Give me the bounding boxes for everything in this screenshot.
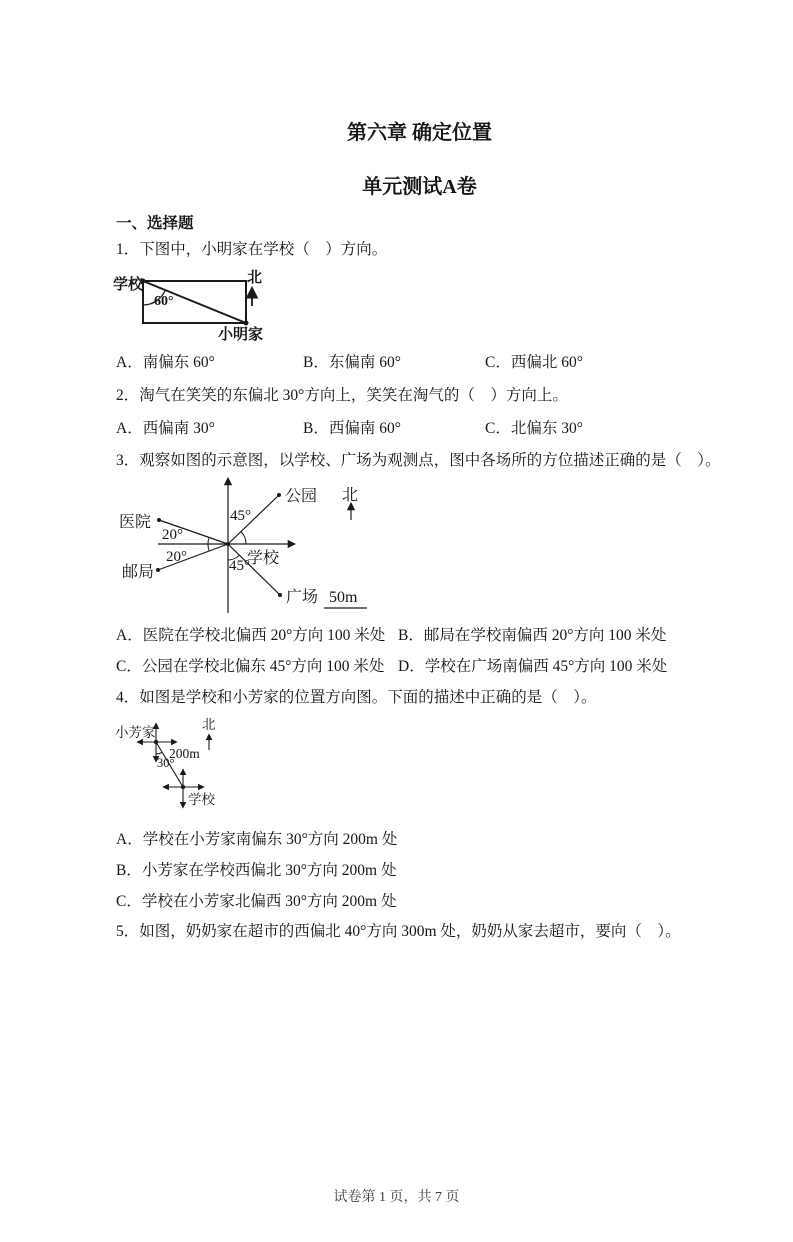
school-label: 学校 [113,277,144,293]
q1-option-c: C．西偏北 60° [485,354,583,371]
question-3-options-row1 [116,626,723,645]
north-label: 北 [342,487,359,504]
school-point [181,785,185,789]
angle-20-top-label: 20° [162,527,183,543]
question-2-options [116,419,723,438]
q3-option-b: B．邮局在学校南偏西 20°方向 100 米处 [398,627,667,644]
q2-option-a: A．西偏南 30° [116,420,215,437]
q3-option-d: D．学校在广场南偏西 45°方向 100 米处 [398,658,668,675]
postoffice-label: 邮局 [122,564,155,581]
q3-option-a: A．医院在学校北偏西 20°方向 100 米处 [116,627,386,644]
angle-45-bottom-label: 45° [229,558,250,574]
q4-option-b: B．小芳家在学校西偏北 30°方向 200m 处 [116,862,397,879]
q4-option-c: C．学校在小芳家北偏西 30°方向 200m 处 [116,893,397,910]
hospital-label: 医院 [119,514,152,531]
question-1-options [116,353,723,372]
xiaofang-home-label: 小芳家 [115,725,156,740]
park-point [277,493,281,497]
question-1-stem: 1．下图中，小明家在学校（ ）方向。 [116,241,388,258]
angle-20-bottom-label: 20° [166,549,187,565]
page-footer: 试卷第 1 页，共 7 页 [333,1190,460,1205]
question-5-stem: 5．如图，奶奶家在超市的西偏北 40°方向 300m 处，奶奶从家去超市，要向（ ）。 [116,923,681,940]
park-label: 公园 [285,488,318,505]
angle-45-top-label: 45° [230,508,251,524]
question-4-stem: 4．如图是学校和小芳家的位置方向图。下面的描述中正确的是（ ）。 [116,689,597,706]
q3-option-c: C．公园在学校北偏东 45°方向 100 米处 [116,658,385,675]
chapter-title: 第六章 确定位置 [347,122,492,144]
angle-label: 60° [154,294,174,309]
question-1-diagram [113,265,313,349]
q4-option-a: A．学校在小芳家南偏东 30°方向 200m 处 [116,831,398,848]
question-3-diagram [113,471,385,619]
q1-option-b: B．东偏南 60° [303,354,401,371]
plaza-point [278,593,282,597]
school-label: 学校 [188,792,215,807]
home-label: 小明家 [218,327,264,343]
question-3-stem: 3．观察如图的示意图，以学校、广场为观测点，图中各场所的方位描述正确的是（ ）。 [116,452,721,469]
plaza-label: 广场 [286,589,319,606]
park-angle-arc [241,532,246,545]
test-paper-page [0,120,793,1242]
angle-label: 30° [157,756,175,770]
paper-content [0,120,793,941]
question-3-options-row2 [116,657,723,676]
north-label: 北 [247,270,263,286]
distance-label: 200m [169,746,200,761]
q2-option-b: B．西偏南 60° [303,420,401,437]
question-4-diagram [113,713,283,820]
question-2-stem: 2．淘气在笑笑的东偏北 30°方向上，笑笑在淘气的（ ）方向上。 [116,387,568,404]
paper-subtitle: 单元测试A卷 [362,176,477,198]
school-point [226,542,230,546]
scale-label: 50m [329,589,358,606]
hospital-point [157,518,161,522]
q2-option-c: C．北偏东 30° [485,420,583,437]
angle-arc [156,752,162,754]
north-label: 北 [202,717,216,732]
postoffice-point [156,568,160,572]
q1-option-a: A．南偏东 60° [116,354,215,371]
section-heading-choice: 一、选择题 [116,215,194,232]
school-label: 学校 [247,550,280,567]
home-point [244,321,249,326]
